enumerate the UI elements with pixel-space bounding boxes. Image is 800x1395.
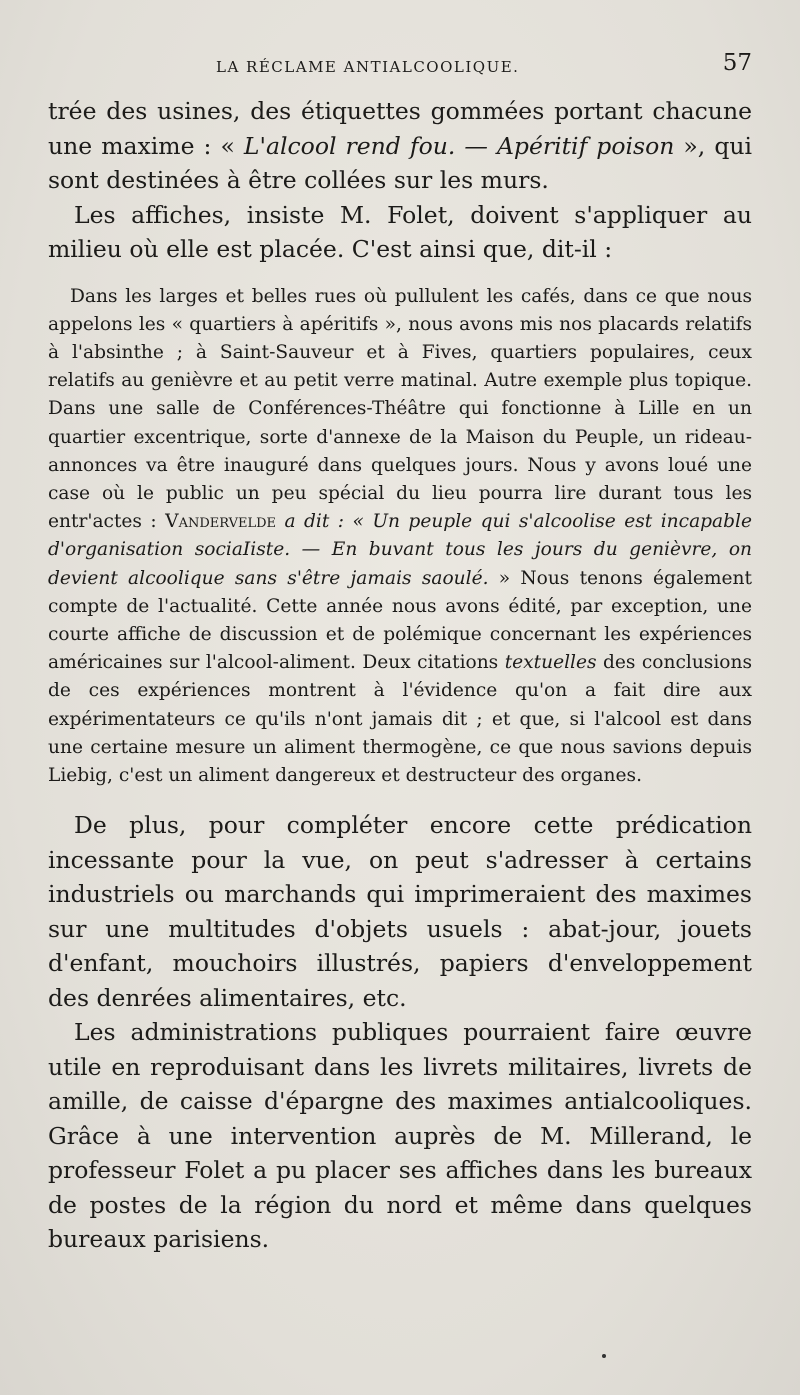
page-number: 57: [722, 50, 752, 76]
quote-text-a: Dans les larges et belles rues où pullulent les cafés, dans ce que nous appelons les « quartiers à apéritifs », nous avons mis nos placards relatifs à l'absinthe ; à Saint-Sauveur et à Fives, quartiers populaires, ceux relatifs au genièvre et au petit verre matinal. Autre exemple plus topique. Dans une salle de Conférences-Théâtre qui fonctionne à Lille en un quartier excentrique, sorte d'annexe de la Maison du Peuple, un rideau-annonces va être inauguré dans quelques jours. Nous y avons loué une case où le public un peu spécial du lieu pourra lire durant tous les entr'actes :: [48, 285, 752, 533]
quote-text-b: » Nous tenons également compte de l'actualité. Cette année nous avons édité, par exception, une courte affiche de discussion et de polémique concernant les expériences américaines sur l'alcool-aliment. Deux citations: [48, 567, 752, 674]
running-title: LA RÉCLAME ANTIALCOOLIQUE.: [216, 58, 520, 76]
paragraph-3: De plus, pour compléter encore cette prédication incessante pour la vue, on peut s'adresser à certains industriels ou marchands qui imprimeraient des maximes sur une multitudes d'objets usuels : abat-jour, jouets d'enfant, mouchoirs illustrés, papiers d'enveloppement des denrées alimentaires, etc.: [48, 811, 752, 1012]
page-header: [48, 50, 752, 94]
paragraph-2: Les affiches, insiste M. Folet, doivent s'appliquer au milieu où elle est placée. C'est ainsi que, dit-il :: [48, 200, 752, 263]
paragraph-4: Les administrations publiques pourraient faire œuvre utile en reproduisant dans les livrets militaires, livrets de amille, de caisse d'épargne des maximes antialcooliques. Grâce à une intervention auprès de M. Millerand, le professeur Folet a pu placer ses affiches dans les bureaux de postes de la région du nord et même dans quelques bureaux parisiens.: [48, 1018, 752, 1254]
ink-spot: [602, 1354, 606, 1358]
block-quote: [48, 283, 752, 791]
paragraph-1-text-a: trée des usines, des étiquettes gommées portant chacune une maxime : «: [48, 97, 752, 160]
paragraph-1-text-b: », qui sont destinées à être collées sur les murs.: [48, 131, 753, 194]
paragraph-1: [48, 94, 752, 198]
quote-italic-b: textuelles: [504, 652, 597, 674]
quote-text-c: des conclusions de ces expériences montrent à l'évidence qu'on a fait dire aux expérimentateurs ce qu'ils n'ont jamais dit ; et que, si l'alcool est dans une certaine mesure un aliment thermogène, ce que nous savions depuis Liebig, c'est un aliment dangereux et destructeur des organes.: [48, 652, 753, 786]
paragraph-1-maxims: L'alcool rend fou. — Apéritif poison: [243, 131, 675, 160]
quote-italic-a: a dit : « Un peuple qui s'alcoolise est incapable d'organisation sociaIiste. — En buvant tous les jours du genièvre, on devient alcoolique sans s'être jamais saoulé.: [48, 511, 752, 589]
quote-author-name: Vandervelde: [165, 511, 276, 533]
